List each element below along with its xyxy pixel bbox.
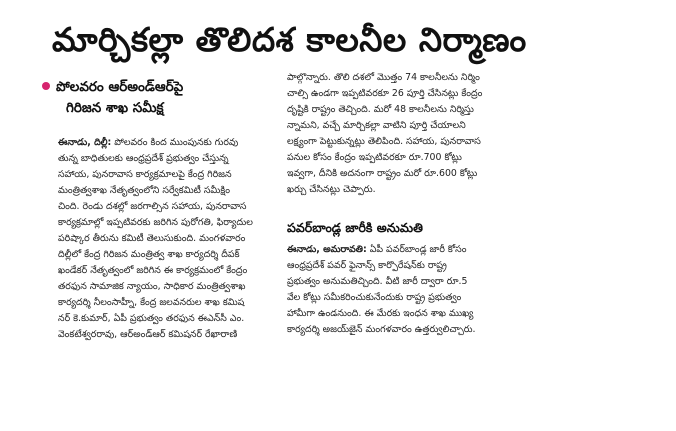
right-column-line: దృష్టికి రాష్ట్రం తెచ్చింది. మరో 48 కాలనీలను నిర్మిస్తు [287, 104, 474, 115]
subheading-line-1 [42, 77, 282, 98]
right-column-line: లక్ష్యంగా పెట్టుకున్నట్లు తెలిపింది. సహాయ, పునరావాస [287, 136, 481, 147]
subheading-text-1: పోలవరం ఆర్‌అండ్‌ఆర్‌పై [56, 79, 184, 95]
left-column-line: పరిష్కార తీరును కమిటీ తెలుసుకుంది. మంగళవారం [58, 233, 246, 244]
left-column-line: సహాయ, పునరావాస కార్యక్రమాలపై కేంద్ర గిరిజన [58, 169, 232, 180]
subheading-line-2: గిరిజన శాఖ సమీక్ష [66, 100, 164, 116]
sub-story-line [287, 242, 509, 258]
left-column-line: నర్ కె.కుమార్, ఏపీ ప్రభుత్వం తరఫున ఈఎన్‌సీ ఎం. [58, 313, 245, 324]
left-column-line: ఖండేకర్ నేతృత్వంలో జరిగిన ఈ కార్యక్రమంలో కేంద్రం [58, 265, 248, 276]
left-column-line: దిల్లీలో కేంద్ర గిరిజన మంత్రిత్వ శాఖ కార్యదర్శి దీపక్ [58, 249, 240, 260]
right-column-top [287, 70, 509, 198]
sub-story-body [287, 242, 509, 338]
right-column-line: న్నామని, వచ్చే మార్చికల్లా వాటిని పూర్తి చేయాలని [287, 120, 466, 131]
sub-story-line: ప్రభుత్వం అనుమతిచ్చింది. వీటి జారీ ద్వారా రూ.5 [287, 276, 468, 287]
sub-story-line: ఆంధ్రప్రదేశ్ పవర్ ఫైనాన్స్ కార్పొరేషన్‌కు రాష్ట్ర [287, 260, 447, 271]
bullet-icon [42, 82, 50, 90]
left-column-line: కార్యక్రమాల్లో ఇప్పటివరకు జరిగిన పురోగతి, ఫిర్యాదుల [58, 217, 253, 228]
sub-story-line: హామీగా ఉండనుంది. ఈ మేరకు ఇంధన శాఖ ముఖ్య [287, 308, 474, 319]
left-column-line: చింది. రెండు దశల్లో జరగాల్సిన సహాయ, పునరావాస [58, 201, 247, 212]
right-column-line: ఖర్చు చేసినట్లు చెప్పారు. [287, 184, 376, 195]
sub-story-line: కార్యదర్శి అజయ్‌జైన్ మంగళవారం ఉత్తర్వులిచ్చారు. [287, 324, 476, 335]
sub-story-heading: పవర్‌బాండ్ల జారీకి అనుమతి [287, 220, 423, 235]
left-column-line: కార్యదర్శి నీలంసాహ్నీ, కేంద్ర జలవనరుల శాఖ కమిష [58, 297, 245, 308]
subheading [42, 77, 282, 119]
left-dateline: ఈనాడు, దిల్లీ: [58, 137, 112, 148]
left-column [58, 135, 280, 343]
right-column-line: ఇవ్వగా, దీనికి అదనంగా రాష్ట్రం మరో రూ.600 కోట్లు [287, 168, 478, 179]
left-column-line: తున్న బాధితులకు ఆంధ్రప్రదేశ్ ప్రభుత్వం చేస్తున్న [58, 153, 229, 164]
right-column-line: చాల్సి ఉండగా ఇప్పటివరకూ 26 పూర్తి చేసినట్లు కేంద్రం [287, 88, 483, 99]
right-column-line: పనుల కోసం కేంద్రం ఇప్పటివరకూ రూ.700 కోట్లు [287, 152, 462, 163]
left-column-line-text: పోలవరం కింద ముంపునకు గురవు [114, 137, 239, 148]
headline: మార్చికల్లా తొలిదశ కాలనీల నిర్మాణం [52, 20, 527, 59]
left-column-line: తరఫున సామాజిక న్యాయం, సాధికార మంత్రిత్వశాఖ [58, 281, 246, 292]
left-column-line: వెంకటేశ్వరరావు, ఆర్‌అండ్‌ఆర్ కమిషనర్ రేఖారాణి [58, 329, 238, 340]
sub-story-line: వేల కోట్లు సమీకరించుకునేందుకు రాష్ట్ర ప్రభుత్వం [287, 292, 462, 303]
sub-story-dateline: ఈనాడు, అమరావతి: [287, 244, 367, 255]
left-column-line: మంత్రిత్వశాఖ నేతృత్వంలోని సర్వేకమిటీ సమీక్షిం [58, 185, 230, 196]
left-column-line [58, 135, 280, 151]
sub-story-line-text: ఏపీ పవర్‌బాండ్ల జారీ కోసం [369, 244, 467, 255]
right-column-line: పాల్గొన్నారు. తొలి దశలో మొత్తం 74 కాలనీలను నిర్మిం [287, 72, 480, 83]
